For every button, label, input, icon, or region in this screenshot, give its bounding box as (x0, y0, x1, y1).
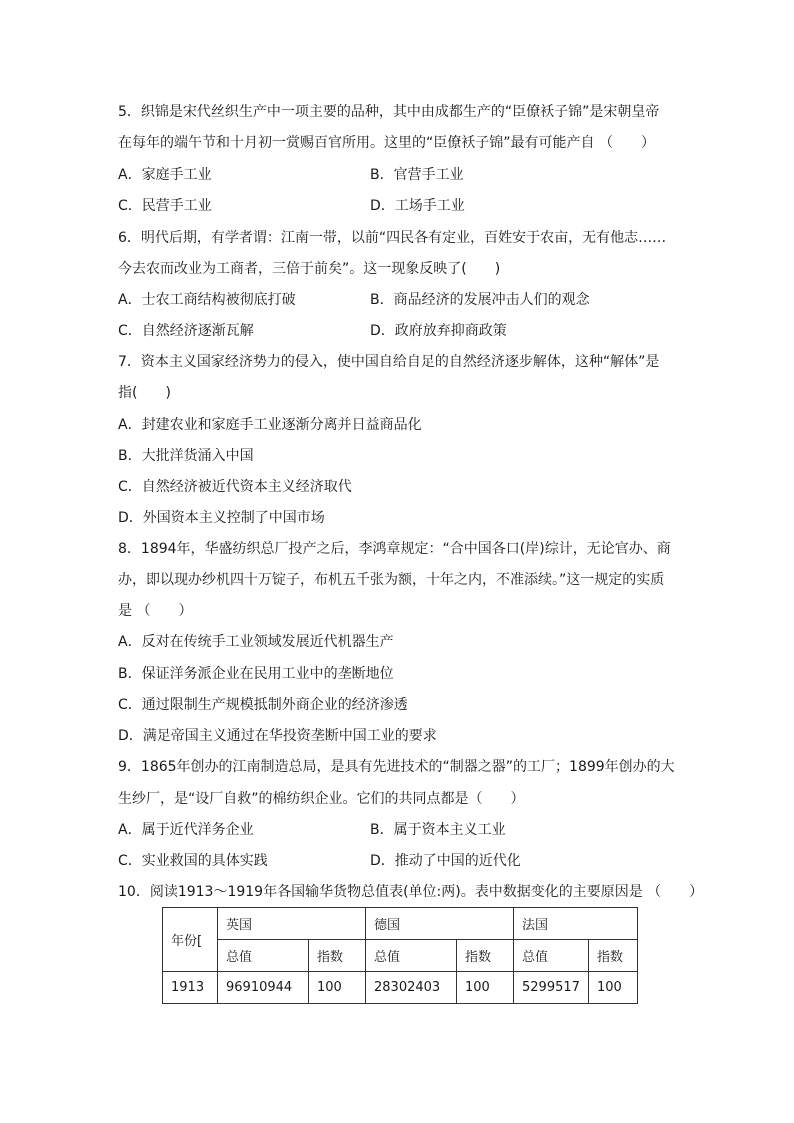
q6-option-b: B．商品经济的发展冲击人们的观念 (370, 292, 590, 308)
q6-option-c: C．自然经济逐渐瓦解 (118, 323, 254, 339)
question-5-line-2: 在每年的端午节和十月初一赏赐百官所用。这里的“臣僚袄子锦”最有可能产自 （ ） (118, 135, 655, 151)
q9-option-a: A．属于近代洋务企业 (118, 822, 254, 838)
table-subheader-row (163, 940, 638, 972)
question-7-line-2: 指( ) (118, 385, 171, 401)
q7-option-b: B．大批洋货涌入中国 (118, 448, 254, 464)
q6-option-a: A．士农工商结构被彻底打破 (118, 292, 296, 308)
q8-option-d: D．满足帝国主义通过在华投资垄断中国工业的要求 (118, 728, 437, 744)
q7-option-c: C．自然经济被近代资本主义经济取代 (118, 479, 352, 495)
q5-option-d: D．工场手工业 (370, 198, 465, 214)
q5-option-c: C．民营手工业 (118, 198, 212, 214)
subheader-index: 指数 (457, 940, 514, 972)
subheader-total: 总值 (514, 940, 589, 972)
q9-option-b: B．属于资本主义工业 (370, 822, 506, 838)
subheader-index: 指数 (309, 940, 366, 972)
question-9-line-1: 9．1865年创办的江南制造总局，是具有先进技术的“制器之器”的工厂；1899年创办的大 (118, 759, 675, 775)
q7-option-d: D．外国资本主义控制了中国市场 (118, 510, 325, 526)
country-header-germany: 德国 (366, 908, 514, 940)
q6-option-d: D．政府放弃抑商政策 (370, 323, 507, 339)
question-8-line-3: 是 （ ） (118, 603, 193, 619)
table-header-row (163, 908, 638, 940)
question-10-line-1: 10．阅读1913～1919年各国输华货物总值表(单位:两)。表中数据变化的主要原因是 （ ） (118, 884, 704, 900)
year-header-cell: 年份[ (163, 908, 218, 972)
question-8-line-1: 8．1894年，华盛纺织总厂投产之后，李鸿章规定：“合中国各口(岸)综计，无论官办、商 (118, 541, 671, 557)
subheader-index: 指数 (589, 940, 638, 972)
question-7-line-1: 7．资本主义国家经济势力的侵入，使中国自给自足的自然经济逐步解体，这种“解体”是 (118, 354, 660, 370)
country-header-france: 法国 (514, 908, 638, 940)
q5-option-b: B．官营手工业 (370, 167, 464, 183)
question-6-line-1: 6．明代后期，有学者谓：江南一带，以前“四民各有定业，百姓安于农亩，无有他志…… (118, 230, 667, 246)
subheader-total: 总值 (366, 940, 457, 972)
q8-option-c: C．通过限制生产规模抵制外商企业的经济渗透 (118, 697, 408, 713)
year-cell: 1913 (163, 972, 218, 1004)
value-cell: 96910944 (218, 972, 309, 1004)
subheader-total: 总值 (218, 940, 309, 972)
value-cell: 5299517 (514, 972, 589, 1004)
question-5-line-1: 5．织锦是宋代丝织生产中一项主要的品种，其中由成都生产的“臣僚袄子锦”是宋朝皇帝 (118, 104, 660, 120)
question-8-line-2: 办，即以现办纱机四十万锭子，布机五千张为额，十年之内，不准添续。”这一规定的实质 (118, 572, 665, 588)
table-row (163, 972, 638, 1004)
q9-option-c: C．实业救国的具体实践 (118, 853, 268, 869)
value-cell: 100 (457, 972, 514, 1004)
question-6-line-2: 今去农而改业为工商者，三倍于前矣”。这一现象反映了( ) (118, 261, 501, 277)
question-9-line-2: 生纱厂，是“设厂自救”的棉纺织企业。它们的共同点都是（ ） (118, 791, 525, 807)
import-value-table (162, 907, 638, 1004)
country-header-uk: 英国 (218, 908, 366, 940)
q7-option-a: A．封建农业和家庭手工业逐渐分离并日益商品化 (118, 417, 422, 433)
q5-option-a: A．家庭手工业 (118, 167, 212, 183)
value-cell: 100 (309, 972, 366, 1004)
q9-option-d: D．推动了中国的近代化 (370, 853, 521, 869)
q8-option-b: B．保证洋务派企业在民用工业中的垄断地位 (118, 666, 394, 682)
value-cell: 28302403 (366, 972, 457, 1004)
value-cell: 100 (589, 972, 638, 1004)
q8-option-a: A．反对在传统手工业领域发展近代机器生产 (118, 634, 394, 650)
